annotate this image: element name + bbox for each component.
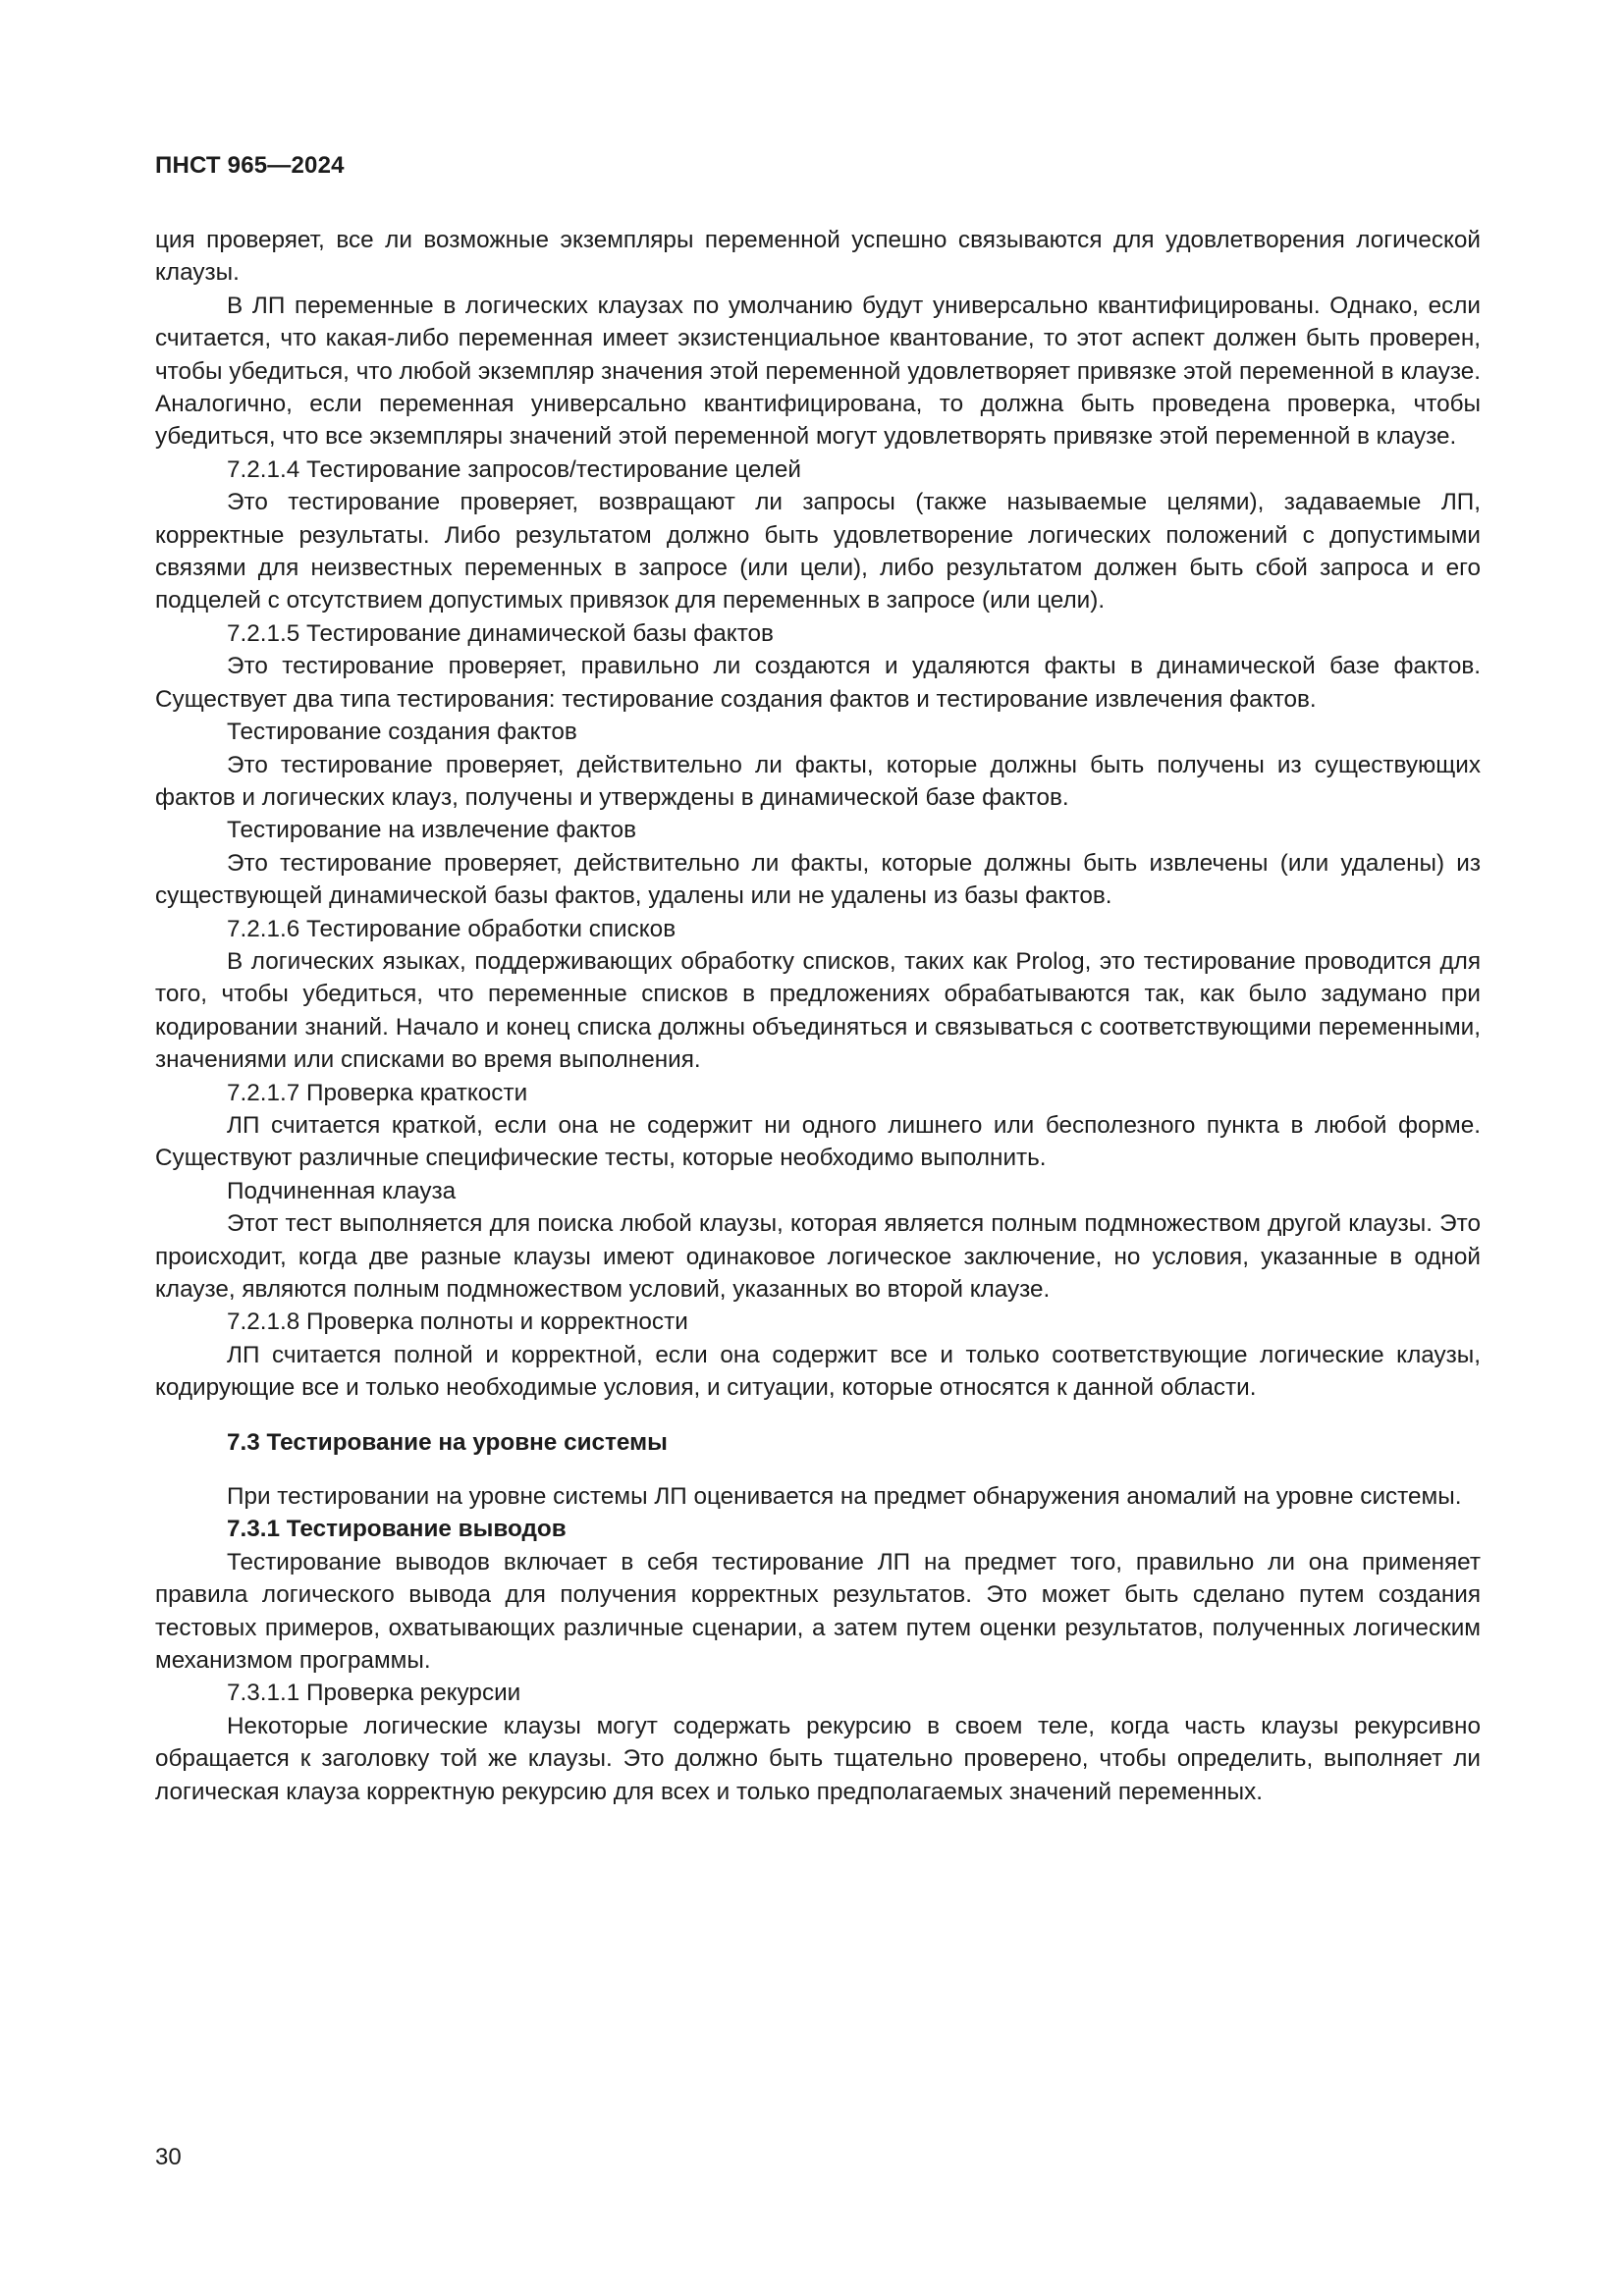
body-paragraph: При тестировании на уровне системы ЛП оценивается на предмет обнаружения аномалий на уровне системы.	[227, 1483, 1462, 1511]
subsection-heading: 7.3.1.1 Проверка рекурсии	[227, 1680, 521, 1707]
section-heading: 7.3.1 Тестирование выводов	[227, 1516, 567, 1543]
body-paragraph: Это тестирование проверяет, действительно ли факты, которые должны быть получены из существующих фактов и логических клауз, получены и утверждены в динамической базе фактов.	[155, 751, 1481, 811]
body-paragraph: ЛП считается краткой, если она не содержит ни одного лишнего или бесполезного пункта в любой форме. Существуют различные специфические тесты, которые необходимо выполнить.	[155, 1111, 1481, 1172]
subsection-heading: 7.2.1.4 Тестирование запросов/тестирование целей	[227, 455, 801, 483]
body-paragraph: Тестирование выводов включает в себя тестирование ЛП на предмет того, правильно ли она применяет правила логического вывода для получения корректных результатов. Это может быть сделано путем создания тестовых примеров, охватывающих различные сценарии, а затем путем оценки результатов, полученных логическим механизмом программы.	[155, 1548, 1481, 1675]
document-id-header: ПНСТ 965—2024	[155, 152, 345, 179]
subheading: Подчиненная клауза	[227, 1177, 457, 1204]
body-paragraph: ция проверяет, все ли возможные экземпляры переменной успешно связываются для удовлетворения логической клаузы.	[155, 227, 1481, 287]
body-paragraph: Это тестирование проверяет, возвращают ли запросы (также называемые целями), задаваемые ЛП, корректные результаты. Либо результатом должно быть удовлетворение логических положений с допустимыми связями для неизвестных переменных в запросе (или цели), либо результатом должен быть сбой запроса и его подцелей с отсутствием допустимых привязок для переменных в запросе (или цели).	[155, 489, 1481, 614]
document-body	[155, 224, 1481, 1808]
subsection-heading: 7.2.1.7 Проверка краткости	[227, 1079, 528, 1106]
body-paragraph: В логических языках, поддерживающих обработку списков, таких как Prolog, это тестирование проводится для того, чтобы убедиться, что переменные списков в предложениях обрабатываются так, как было задумано при кодировании знаний. Начало и конец списка должны объединяться и связываться с соответствующими переменными, значениями или списками во время выполнения.	[155, 947, 1481, 1074]
body-paragraph: В ЛП переменные в логических клаузах по умолчанию будут универсально квантифицированы. Однако, если считается, что какая-либо переменная имеет экзистенциальное квантование, то этот аспект должен быть проверен, чтобы убедиться, что любой экземпляр значения этой переменной удовлетворяет привязке этой переменной в клаузе. Аналогично, если переменная универсально квантифицирована, то должна быть проведена проверка, чтобы убедиться, что все экземпляры значений этой переменной могут удовлетворять привязке этой переменной в клаузе.	[155, 292, 1481, 451]
body-paragraph: ЛП считается полной и корректной, если она содержит все и только соответствующие логические клаузы, кодирующие все и только необходимые условия, и ситуации, которые относятся к данной области.	[155, 1341, 1481, 1402]
subheading: Тестирование создания фактов	[227, 719, 577, 746]
body-paragraph: Это тестирование проверяет, действительно ли факты, которые должны быть извлечены (или удалены) из существующей динамической базы фактов, удалены или не удалены из базы фактов.	[155, 849, 1481, 910]
section-heading: 7.3 Тестирование на уровне системы	[227, 1428, 668, 1456]
body-paragraph: Этот тест выполняется для поиска любой клаузы, которая является полным подмножеством другой клаузы. Это происходит, когда две разные клаузы имеют одинаковое логическое заключение, но условия, указанные в одной клаузе, являются полным подмножеством условий, указанных во второй клаузе.	[155, 1210, 1481, 1303]
subsection-heading: 7.2.1.5 Тестирование динамической базы фактов	[227, 619, 774, 647]
body-paragraph: Некоторые логические клаузы могут содержать рекурсию в своем теле, когда часть клаузы рекурсивно обращается к заголовку той же клаузы. Это должно быть тщательно проверено, чтобы определить, выполняет ли логическая клауза корректную рекурсию для всех и только предполагаемых значений переменных.	[155, 1712, 1481, 1805]
subsection-heading: 7.2.1.8 Проверка полноты и корректности	[227, 1308, 688, 1336]
subsection-heading: 7.2.1.6 Тестирование обработки списков	[227, 915, 677, 942]
subheading: Тестирование на извлечение фактов	[227, 817, 636, 844]
body-paragraph: Это тестирование проверяет, правильно ли создаются и удаляются факты в динамической базе фактов. Существует два типа тестирования: тестирование создания фактов и тестирование извлечения фактов.	[155, 653, 1481, 713]
page-number: 30	[155, 2144, 182, 2170]
